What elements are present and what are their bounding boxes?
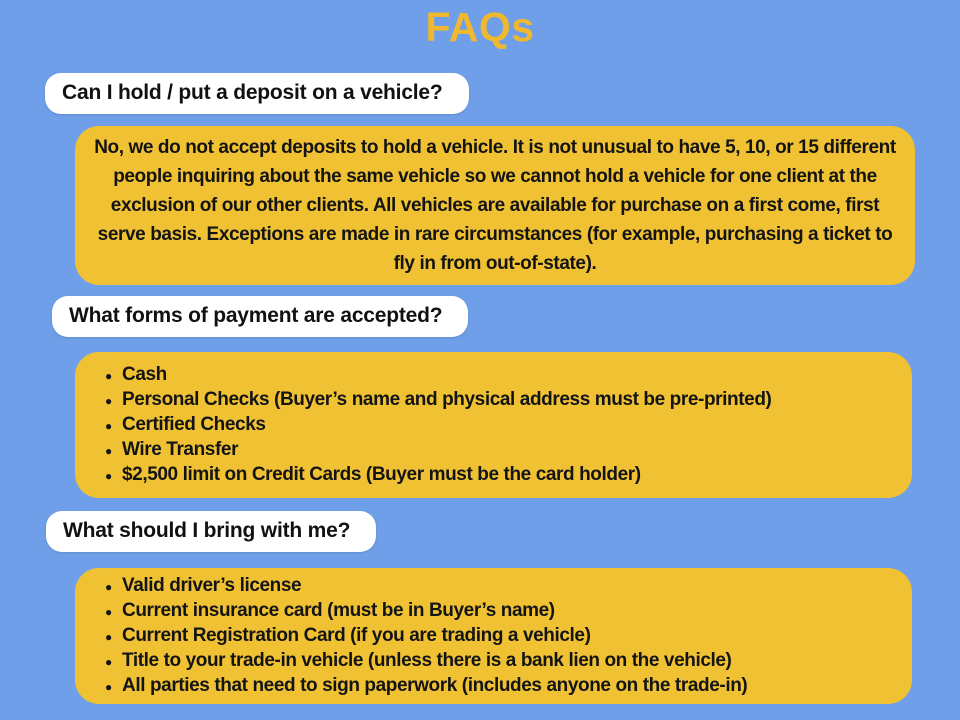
question-pill-bring: What should I bring with me? xyxy=(46,511,376,552)
slide-title: FAQs xyxy=(425,4,535,50)
question-pill-deposit: Can I hold / put a deposit on a vehicle? xyxy=(45,73,469,114)
bullet-icon: ● xyxy=(105,418,112,433)
bullet-text: Personal Checks (Buyer’s name and physical address must be pre-printed) xyxy=(122,388,772,410)
bullet-text: Wire Transfer xyxy=(122,438,239,460)
bullet-item xyxy=(105,463,894,488)
bullet-icon: ● xyxy=(105,579,112,594)
bullet-text: Current Registration Card (if you are trading a vehicle) xyxy=(122,624,591,646)
bullet-icon: ● xyxy=(105,604,112,619)
bullet-item xyxy=(105,574,894,599)
bullet-item xyxy=(105,624,894,649)
bullet-icon: ● xyxy=(105,468,112,483)
bullet-list-bring xyxy=(75,574,912,699)
bullet-item xyxy=(105,388,894,413)
bullet-list-payment xyxy=(75,363,912,488)
answer-card-payment xyxy=(75,352,912,498)
bullet-item xyxy=(105,649,894,674)
bullet-icon: ● xyxy=(105,368,112,383)
bullet-icon: ● xyxy=(105,629,112,644)
bullet-icon: ● xyxy=(105,654,112,669)
answer-card-deposit xyxy=(75,126,915,285)
question-pill-payment: What forms of payment are accepted? xyxy=(52,296,468,337)
bullet-text: Valid driver’s license xyxy=(122,574,302,596)
bullet-text: Current insurance card (must be in Buyer’s name) xyxy=(122,599,555,621)
bullet-icon: ● xyxy=(105,443,112,458)
bullet-text: Cash xyxy=(122,363,167,385)
bullet-item xyxy=(105,363,894,388)
bullet-text: $2,500 limit on Credit Cards (Buyer must be the card holder) xyxy=(122,463,641,485)
answer-card-bring xyxy=(75,568,912,704)
bullet-item xyxy=(105,438,894,463)
bullet-text: Title to your trade-in vehicle (unless there is a bank lien on the vehicle) xyxy=(122,649,732,671)
answer-paragraph-deposit: No, we do not accept deposits to hold a vehicle. It is not unusual to have 5, 10, or 15 different people inquiring about the same vehicle so we cannot hold a vehicle for one client at the exclusion of our other clients. All vehicles are available for purchase on a first come, first serve basis. Exceptions are made in rare circumstances (for example, purchasing a ticket to fly in from out-of-state). xyxy=(94,137,896,274)
bullet-text: Certified Checks xyxy=(122,413,266,435)
bullet-item xyxy=(105,674,894,699)
bullet-item xyxy=(105,599,894,624)
bullet-text: All parties that need to sign paperwork (includes anyone on the trade-in) xyxy=(122,674,748,696)
bullet-icon: ● xyxy=(105,393,112,408)
bullet-icon: ● xyxy=(105,679,112,694)
bullet-item xyxy=(105,413,894,438)
